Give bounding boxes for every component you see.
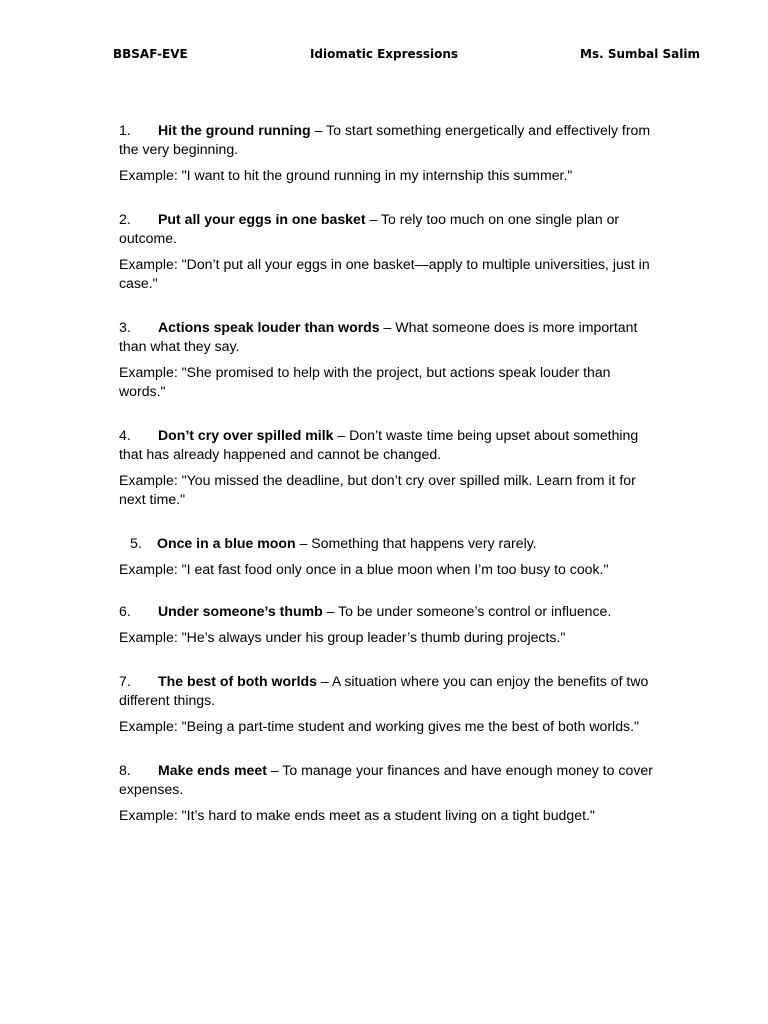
idiom-item-7 xyxy=(119,672,654,736)
idiom-term: Once in a blue moon xyxy=(157,535,296,551)
header-title: Idiomatic Expressions xyxy=(309,47,459,61)
idiom-definition xyxy=(119,534,654,553)
idiom-item-5 xyxy=(119,534,654,579)
idiom-definition xyxy=(119,318,654,356)
idiom-example: Example: "I eat fast food only once in a blue moon when I’m too busy to cook." xyxy=(119,561,609,577)
idiom-number: 7. xyxy=(119,673,131,689)
idiom-number: 6. xyxy=(119,603,131,619)
header-course-code: BBSAF-EVE xyxy=(113,47,188,61)
idiom-term: Under someone’s thumb xyxy=(158,603,323,619)
idiom-term: Make ends meet xyxy=(158,762,267,778)
idiom-term: Actions speak louder than words xyxy=(158,319,380,335)
idiom-item-4 xyxy=(119,426,654,509)
idiom-term: Put all your eggs in one basket xyxy=(158,211,366,227)
idiom-meaning: – Something that happens very rarely. xyxy=(295,535,537,551)
idiom-definition xyxy=(119,761,654,799)
idiom-example: Example: "You missed the deadline, but don’t cry over spilled milk. Learn from it for next time." xyxy=(119,472,636,507)
idiom-item-8 xyxy=(119,761,654,825)
idiom-definition xyxy=(119,210,654,248)
idiom-meaning: – To rely too much on one single plan or outcome. xyxy=(119,211,620,246)
idiom-number: 5. xyxy=(130,535,142,551)
idiom-example: Example: "He’s always under his group leader’s thumb during projects." xyxy=(119,629,566,645)
idiom-item-2 xyxy=(119,210,654,293)
idiom-list xyxy=(119,121,654,850)
idiom-term: Don’t cry over spilled milk xyxy=(158,427,334,443)
idiom-meaning: – To be under someone’s control or influence. xyxy=(322,603,612,619)
idiom-item-6 xyxy=(119,602,654,647)
idiom-definition xyxy=(119,672,654,710)
idiom-meaning: – A situation where you can enjoy the benefits of two different things. xyxy=(119,673,649,708)
idiom-example: Example: "Don’t put all your eggs in one basket—apply to multiple universities, just in case." xyxy=(119,256,650,291)
idiom-definition xyxy=(119,602,654,621)
idiom-meaning: – Don’t waste time being upset about something that has already happened and cannot be changed. xyxy=(119,427,639,462)
idiom-term: Hit the ground running xyxy=(158,122,311,138)
idiom-item-1 xyxy=(119,121,654,185)
idiom-item-3 xyxy=(119,318,654,401)
idiom-definition xyxy=(119,426,654,464)
idiom-term: The best of both worlds xyxy=(158,673,317,689)
page-header xyxy=(0,47,768,65)
idiom-number: 1. xyxy=(119,122,131,138)
idiom-number: 8. xyxy=(119,762,131,778)
idiom-example: Example: "Being a part-time student and working gives me the best of both worlds." xyxy=(119,718,639,734)
idiom-example: Example: "I want to hit the ground running in my internship this summer." xyxy=(119,167,573,183)
idiom-number: 4. xyxy=(119,427,131,443)
idiom-number: 3. xyxy=(119,319,131,335)
idiom-number: 2. xyxy=(119,211,131,227)
header-author: Ms. Sumbal Salim xyxy=(580,47,700,61)
idiom-meaning: – To manage your finances and have enough money to cover expenses. xyxy=(119,762,653,797)
idiom-meaning: – To start something energetically and effectively from the very beginning. xyxy=(119,122,651,157)
idiom-example: Example: "She promised to help with the project, but actions speak louder than words." xyxy=(119,364,611,399)
idiom-example: Example: "It’s hard to make ends meet as a student living on a tight budget." xyxy=(119,807,595,823)
idiom-definition xyxy=(119,121,654,159)
idiom-meaning: – What someone does is more important than what they say. xyxy=(119,319,638,354)
